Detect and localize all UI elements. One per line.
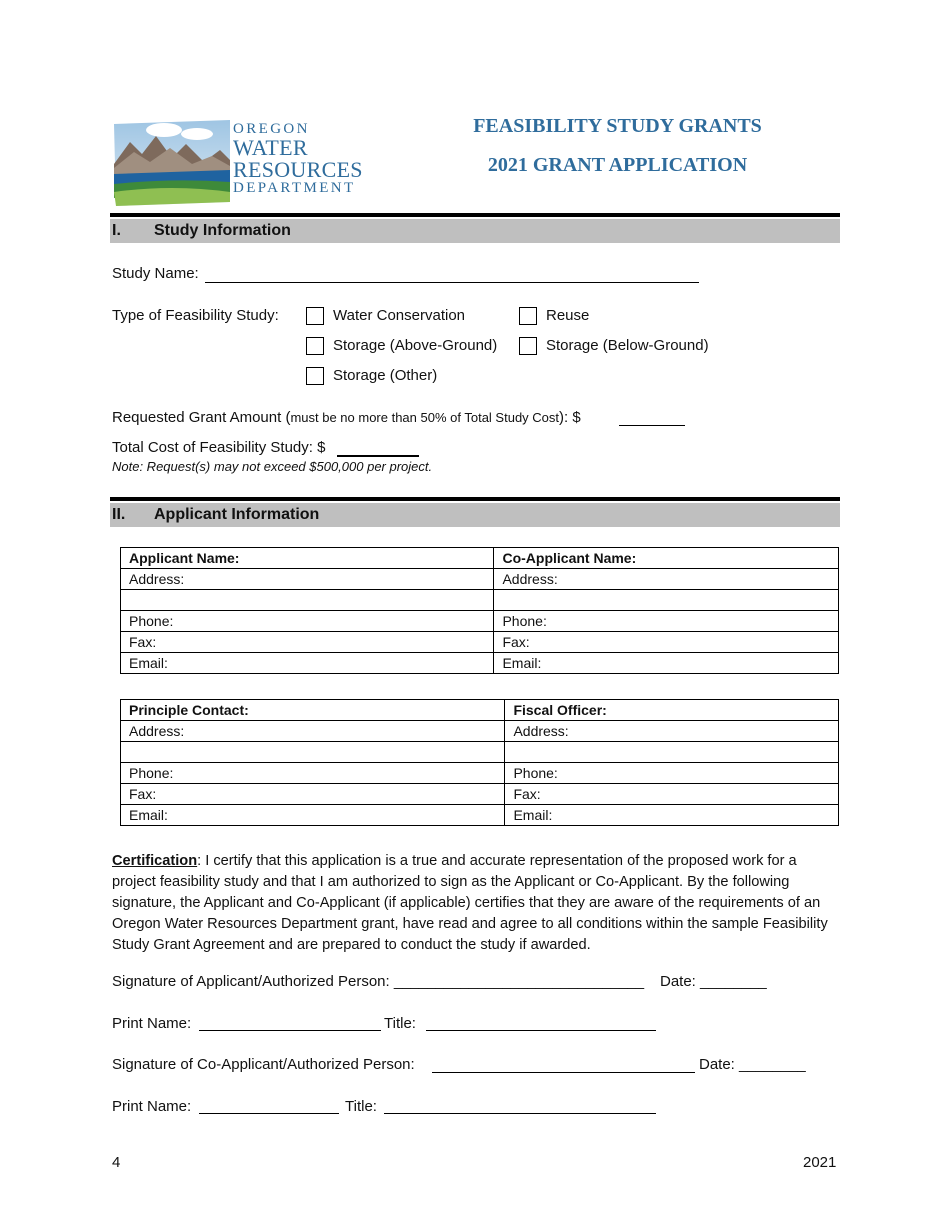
requested-label-b: must be no more than 50% of Total Study Cost — [290, 410, 560, 425]
note-text: Note: Request(s) may not exceed $500,000 per project. — [112, 459, 433, 474]
print-name-2-label: Print Name: — [112, 1098, 192, 1115]
section-rule — [110, 213, 840, 217]
total-cost-label: Total Cost of Feasibility Study: $ — [112, 439, 326, 456]
storage-other-label: Storage (Other) — [333, 367, 438, 384]
water-conservation-label: Water Conservation — [333, 307, 465, 324]
study-name-label: Study Name: — [112, 265, 199, 282]
logo-line-department: DEPARTMENT — [233, 180, 356, 196]
principle-contact-cell[interactable]: Principle Contact: — [121, 700, 505, 721]
table-cell[interactable]: Address: — [505, 721, 839, 742]
section-header-applicant-info — [110, 503, 840, 527]
date-1-label[interactable]: Date: ________ — [660, 973, 767, 990]
table-cell[interactable] — [121, 742, 505, 763]
storage-below-checkbox[interactable] — [519, 337, 537, 355]
table-cell[interactable]: Phone: — [505, 763, 839, 784]
table-cell[interactable]: Address: — [121, 721, 505, 742]
header-title-1: FEASIBILITY STUDY GRANTS — [473, 115, 762, 137]
section-number: II. — [112, 506, 126, 523]
signature-coapplicant-field[interactable] — [432, 1072, 695, 1073]
print-name-1-label: Print Name: — [112, 1015, 192, 1032]
title-1-field[interactable] — [426, 1030, 656, 1031]
water-conservation-checkbox[interactable] — [306, 307, 324, 325]
logo-text — [233, 122, 363, 196]
landscape-logo-icon — [112, 116, 232, 208]
co-applicant-name-cell[interactable]: Co-Applicant Name: — [494, 548, 839, 569]
storage-above-checkbox[interactable] — [306, 337, 324, 355]
table-cell[interactable]: Email: — [121, 653, 494, 674]
table-cell[interactable]: Phone: — [121, 611, 494, 632]
requested-amount-field[interactable] — [619, 425, 685, 426]
requested-amount-label — [112, 409, 581, 426]
table-cell[interactable] — [494, 590, 839, 611]
certification-text: : I certify that this application is a true and accurate representation of the proposed work for a project feasibility study and that I am authorized to sign as the Applicant or Co-Applicant. By the following signature, the Applicant and Co-Applicant (if applicable) certifies that they are aware of the requirements of an Oregon Water Resources Department grant, have read and agree to all conditions within the sample Feasibility Study Grant Agreement and are prepared to conduct the study if awarded. — [112, 853, 828, 953]
table-cell[interactable]: Fax: — [121, 632, 494, 653]
table-cell[interactable]: Phone: — [121, 763, 505, 784]
print-name-2-field[interactable] — [199, 1113, 339, 1114]
requested-label-a: Requested Grant Amount ( — [112, 409, 291, 426]
reuse-checkbox[interactable] — [519, 307, 537, 325]
signature-applicant-label[interactable]: Signature of Applicant/Authorized Person: ______________________________ — [112, 973, 645, 990]
header-title-2: 2021 GRANT APPLICATION — [487, 154, 748, 176]
section-number: I. — [112, 222, 121, 239]
reuse-label: Reuse — [546, 307, 590, 324]
table-cell[interactable]: Email: — [505, 805, 839, 826]
table-cell[interactable] — [505, 742, 839, 763]
table-cell[interactable]: Phone: — [494, 611, 839, 632]
table-cell[interactable]: Address: — [494, 569, 839, 590]
table-cell[interactable]: Email: — [494, 653, 839, 674]
certification-heading: Certification — [112, 853, 198, 869]
section-header-study-info — [110, 219, 840, 243]
logo-line-oregon: OREGON — [233, 121, 310, 137]
storage-below-label: Storage (Below-Ground) — [546, 337, 709, 354]
total-cost-field[interactable] — [337, 455, 419, 457]
section-rule — [110, 497, 840, 501]
storage-above-label: Storage (Above-Ground) — [333, 337, 498, 354]
print-name-1-field[interactable] — [199, 1030, 381, 1031]
study-name-field[interactable] — [205, 282, 699, 283]
applicant-table — [120, 547, 839, 674]
fiscal-officer-cell[interactable]: Fiscal Officer: — [505, 700, 839, 721]
signature-coapplicant-label: Signature of Co-Applicant/Authorized Person: — [112, 1056, 415, 1073]
type-label: Type of Feasibility Study: — [112, 307, 279, 324]
title-1-label: Title: — [384, 1015, 416, 1032]
requested-label-c: ): $ — [559, 409, 581, 426]
logo-line-water: WATER — [233, 135, 308, 160]
logo-line-resources: RESOURCES — [233, 157, 363, 182]
table-cell[interactable] — [121, 590, 494, 611]
table-cell[interactable]: Fax: — [505, 784, 839, 805]
title-2-label: Title: — [345, 1098, 377, 1115]
table-cell[interactable]: Fax: — [121, 784, 505, 805]
contact-table — [120, 699, 839, 826]
table-cell[interactable]: Address: — [121, 569, 494, 590]
certification-paragraph — [112, 851, 840, 956]
applicant-name-cell[interactable]: Applicant Name: — [121, 548, 494, 569]
table-cell[interactable]: Email: — [121, 805, 505, 826]
page-number: 4 — [112, 1154, 121, 1171]
footer-year: 2021 — [803, 1154, 837, 1171]
section-title: Study Information — [154, 222, 291, 239]
date-2-label[interactable]: Date: ________ — [699, 1056, 806, 1073]
table-cell[interactable]: Fax: — [494, 632, 839, 653]
storage-other-checkbox[interactable] — [306, 367, 324, 385]
title-2-field[interactable] — [384, 1113, 656, 1114]
section-title: Applicant Information — [154, 506, 320, 523]
